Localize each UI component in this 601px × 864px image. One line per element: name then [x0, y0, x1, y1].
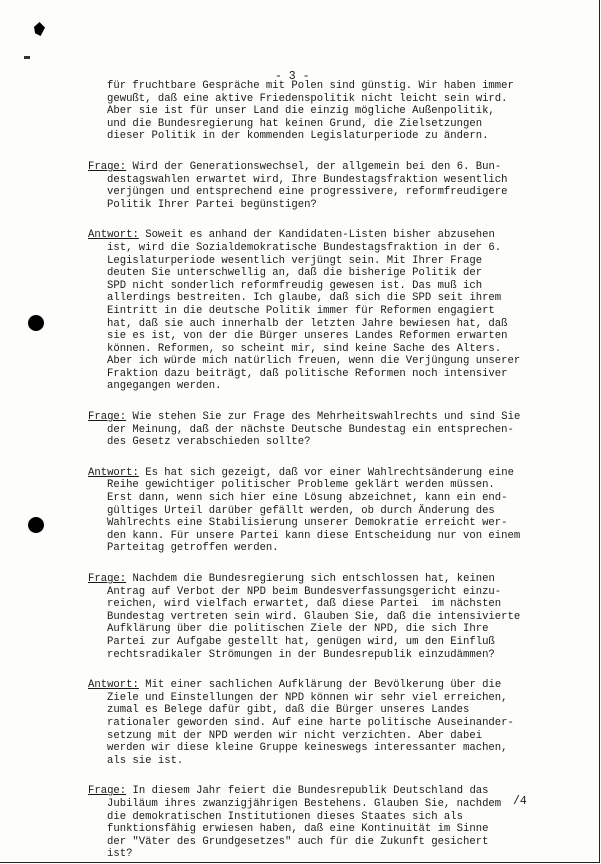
text-line: des Gesetz verabschieden sollte? [107, 436, 311, 449]
text-line: SPD nicht sonderlich reformfreudig gewesen ist. Das muß ich [107, 279, 483, 292]
text-line: destagswahlen erwartet wird, Ihre Bundestagsfraktion wesentlich [107, 173, 508, 186]
text-line: Antrag auf Verbot der NPD beim Bundesverfassungsgericht einzu- [107, 585, 502, 598]
text-line: Aber ich würde mich natürlich freuen, wenn die Verjüngung unserer [107, 355, 521, 368]
text-line: Legislaturperiode wesentlich verjüngt sein. Mit Ihrer Frage [107, 254, 483, 267]
qa-list [88, 161, 568, 861]
text-line: Parteitag getroffen werden. [107, 542, 279, 555]
next-page-reference: /4 [513, 795, 527, 808]
first-line-text: Es hat sich gezeigt, daß vor einer Wahlrechtsänderung eine [138, 466, 514, 479]
text-line: Politik Ihrer Partei begünstigen? [107, 198, 317, 211]
text-line: verjüngen und entsprechend eine progressivere, reformfreudigere [107, 186, 508, 199]
text-line: ist? [107, 848, 133, 861]
speaker-label: Frage: [88, 573, 127, 585]
first-line-text: Wie stehen Sie zur Frage des Mehrheitswahlrechts und sind Sie [126, 411, 521, 424]
text-line: Aufklärung über die politischen Ziele der NPD, die sich Ihre [107, 623, 489, 636]
document-body [88, 80, 568, 861]
answer-block [88, 229, 568, 393]
speaker-label: Antwort: [88, 229, 139, 242]
text-line: dieser Politik in der kommenden Legislaturperiode zu ändern. [107, 130, 489, 143]
first-line-text: Mit einer sachlichen Aufklärung der Bevölkerung über die [138, 679, 502, 692]
first-line-text: Nachdem die Bundesregierung sich entschlossen hat, keinen [126, 573, 495, 585]
text-line: rationaler geworden sind. Auf eine harte politische Auseinander- [107, 716, 514, 729]
first-line [88, 679, 568, 692]
speaker-label: Frage: [88, 411, 127, 424]
first-line [88, 411, 568, 424]
text-line: Erst dann, wenn sich hier eine Lösung abzeichnet, kann ein end- [107, 492, 508, 505]
first-line [88, 785, 568, 798]
punch-hole-icon [28, 315, 44, 331]
text-line: Jubiläum ihres zwanzigjährigen Bestehens. Glauben Sie, nachdem [107, 797, 502, 810]
text-line: der Meinung, daß der nächste Deutsche Bundestag ein entsprechen- [107, 423, 514, 436]
speaker-label: Antwort: [88, 466, 139, 479]
text-line: gewußt, daß eine aktive Friedenspolitik nicht leicht sein wird. [107, 92, 508, 105]
text-line: Aber sie ist für unser Land die einzig mögliche Außenpolitik, [107, 105, 495, 118]
first-line-text: In diesem Jahr feiert die Bundesrepublik Deutschland das [126, 785, 489, 798]
text-line: hat, daß sie auch innerhalb der letzten Jahre bewiesen hat, daß [107, 317, 508, 330]
scan-speck-icon [24, 56, 30, 59]
text-line: angegangen werden. [107, 380, 222, 393]
first-line [88, 467, 568, 480]
first-line-text: Soweit es anhand der Kandidaten-Listen bisher abzusehen [138, 229, 495, 242]
text-line: werden wir diese kleine Gruppe keineswegs interessanter machen, [107, 742, 508, 755]
speaker-label: Frage: [88, 785, 127, 798]
text-line: reichen, wird vielfach erwartet, daß diese Partei im nächsten [107, 598, 502, 611]
punch-hole-icon [28, 517, 44, 533]
answer-block [88, 467, 568, 555]
text-line: Reihe gewichtiger politischer Probleme geklärt werden müssen. [107, 479, 495, 492]
first-line [88, 229, 568, 242]
question-block [88, 411, 568, 449]
text-line: als sie ist. [107, 754, 184, 767]
text-line: können. Reformen, so scheint mir, sind keine Sache des Alters. [107, 342, 502, 355]
text-line: und die Bundesregierung hat keinen Grund, die Zielsetzungen [107, 117, 483, 130]
text-line: Fraktion dazu beiträgt, daß politische Reformen noch intensiver [107, 367, 508, 380]
text-line: zumal es Belege dafür gibt, daß die Bürger unseres Landes [107, 704, 470, 717]
text-line: ist, wird die Sozialdemokratische Bundestagsfraktion in der 6. [107, 241, 502, 254]
question-block [88, 573, 568, 661]
question-block [88, 785, 568, 861]
question-block [88, 161, 568, 211]
text-line: Wahlrechts eine Stabilisierung unserer Demokratie erreicht wer- [107, 517, 508, 530]
first-line [88, 161, 568, 174]
text-line: für fruchtbare Gespräche mit Polen sind günstig. Wir haben immer [107, 80, 514, 92]
text-line: Bundestag vertreten sein wird. Glauben Sie, daß die intensivierte [107, 610, 521, 623]
text-line: funktionsfähig erwiesen haben, daß eine Kontinuität im Sinne [107, 823, 489, 836]
text-line: deuten Sie unterschwellig an, daß die bisherige Politik der [107, 267, 483, 280]
text-line: der "Väter des Grundgesetzes" auch für die Zukunft gesichert [107, 835, 489, 848]
text-line: setzung mit der NPD werden wir nicht verzichten. Aber dabei [107, 729, 483, 742]
page-number: - 3 - [275, 70, 310, 83]
text-line: Ziele und Einstellungen der NPD können wir sehr viel erreichen, [107, 691, 508, 704]
speaker-label: Frage: [88, 160, 127, 173]
text-line: allerdings bestreiten. Ich glaube, daß sich die SPD seit ihrem [107, 292, 502, 305]
text-line: Partei zur Aufgabe gestellt hat, genügen wird, um den Einfluß [107, 635, 495, 648]
first-line-text: Wird der Generationswechsel, der allgemein bei den 6. Bun- [126, 160, 502, 173]
answer-block [88, 679, 568, 767]
text-line: Eintritt in die deutsche Politik immer für Reformen engagiert [107, 304, 495, 317]
text-line: rechtsradikaler Strömungen in der Bundesrepublik einzudämmen? [107, 648, 495, 661]
text-line: die demokratischen Institutionen dieses Staates sich als [107, 810, 464, 823]
scan-mark-icon [34, 22, 45, 36]
text-line: gültiges Urteil darüber gefällt werden, ob durch Änderung des [107, 504, 495, 517]
text-line: den kann. Für unsere Partei kann diese Entscheidung nur von einem [107, 529, 521, 542]
continuation-paragraph [88, 80, 568, 143]
text-line: sie es ist, von der die Bürger unseres Landes Reformen erwarten [107, 330, 508, 343]
speaker-label: Antwort: [88, 679, 139, 692]
first-line [88, 573, 568, 586]
